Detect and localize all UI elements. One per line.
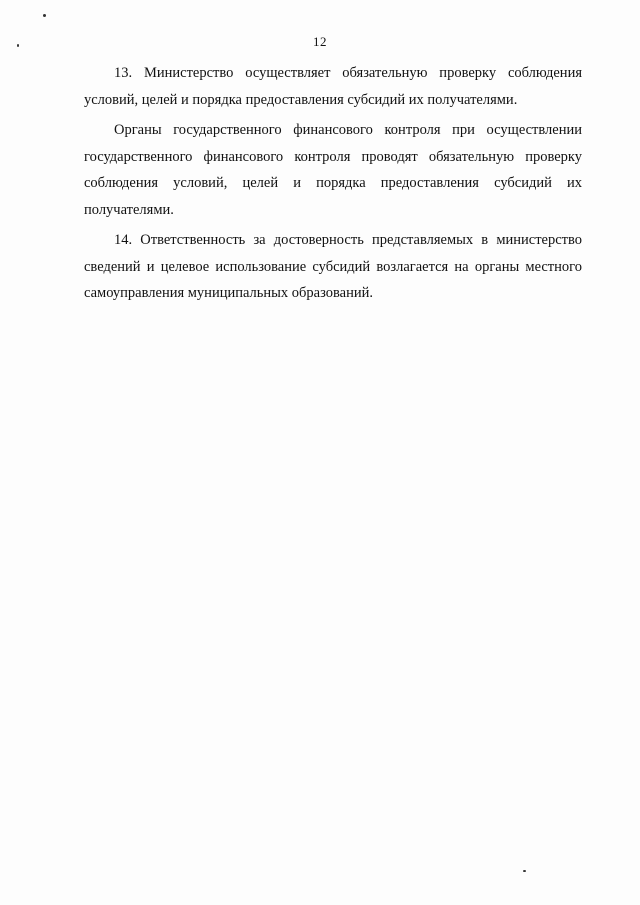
paragraph-13: 13. Министерство осуществляет обязательную проверку соблюдения условий, целей и порядка предоставления субсидий их получателями. bbox=[84, 65, 582, 108]
document-body bbox=[84, 60, 582, 311]
scan-speck bbox=[523, 870, 526, 872]
paragraph-14: 14. Ответственность за достоверность представляемых в министерство сведений и целевое использование субсидий возлагается на органы местного самоуправления муниципальных образований. bbox=[84, 232, 582, 301]
scan-speck bbox=[17, 44, 19, 47]
scan-speck bbox=[43, 14, 46, 17]
page-number: 12 bbox=[313, 34, 327, 49]
paragraph-financial-control: Органы государственного финансового контроля при осуществлении государственного финансового контроля проводят обязательную проверку соблюдения условий, целей и порядка предоставления субсидий их получателями. bbox=[84, 122, 582, 218]
